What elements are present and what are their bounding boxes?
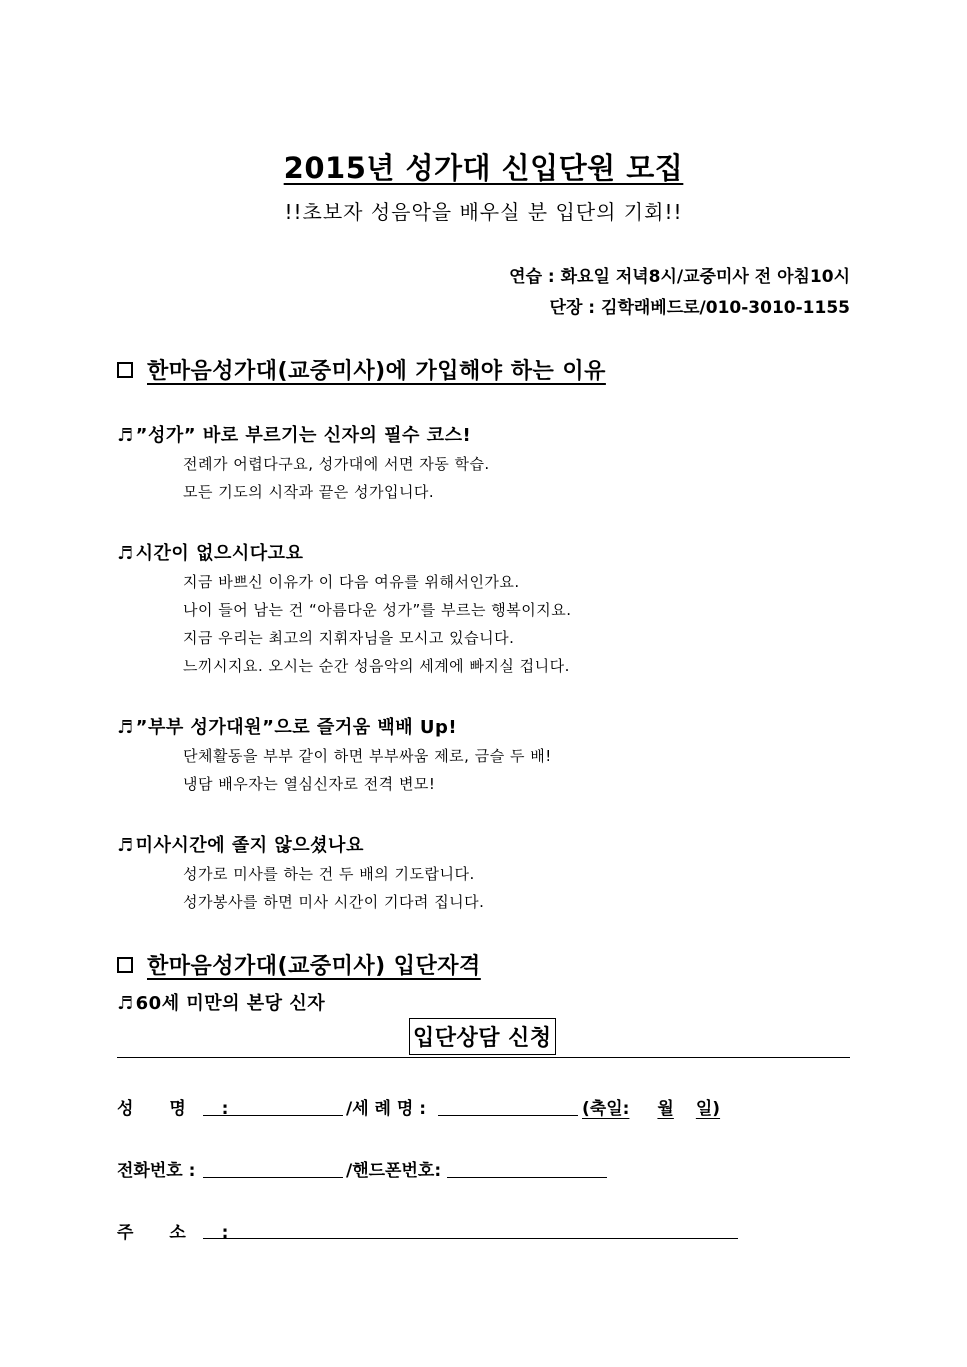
reason-line: 전례가 어렵다구요, 성가대에 서면 자동 학습. <box>183 455 490 473</box>
name-field[interactable] <box>203 1115 343 1116</box>
reason-line: 느끼시지요. 오시는 순간 성음악의 세계에 빠지실 겁니다. <box>183 657 570 675</box>
checkbox-square-icon <box>117 362 133 378</box>
address-label: 주 소 : <box>117 1223 229 1243</box>
address-field[interactable] <box>203 1238 738 1239</box>
section-heading-reasons <box>117 354 606 385</box>
feast-day-field[interactable]: 일) <box>695 1099 721 1119</box>
qualification-item <box>117 989 325 1015</box>
feast-month-field[interactable]: 월 <box>657 1099 674 1119</box>
music-note-icon: ♬ <box>117 543 134 564</box>
reason-line: 나이 들어 남는 건 “아름다운 성가”를 부르는 행복이지요. <box>183 601 572 619</box>
feast-day-label <box>582 1094 720 1119</box>
section-heading-label: 한마음성가대(교중미사) 입단자격 <box>147 954 481 979</box>
mobile-field[interactable] <box>447 1177 607 1178</box>
reason-heading-label: ”성가” 바로 부르기는 신자의 필수 코스! <box>135 425 472 446</box>
reason-heading-label: ”부부 성가대원”으로 즐거움 백배 Up! <box>135 717 458 738</box>
music-note-icon: ♬ <box>117 717 134 738</box>
reason-heading <box>117 831 364 857</box>
reason-line: 성가로 미사를 하는 건 두 배의 기도랍니다. <box>183 865 475 883</box>
music-note-icon: ♬ <box>117 993 134 1014</box>
name-label: 성 명 : <box>117 1099 229 1119</box>
section-heading-qualification <box>117 949 481 980</box>
reason-heading-label: 미사시간에 졸지 않으셨나요 <box>135 835 364 856</box>
practice-info: 연습 : 화요일 저녁8시/교중미사 전 아침10시 <box>509 267 850 287</box>
reason-line: 모든 기도의 시작과 끝은 성가입니다. <box>183 483 435 501</box>
phone-label: 전화번호 : <box>117 1161 196 1181</box>
feast-prefix: (축일: <box>582 1099 630 1119</box>
section-heading-label: 한마음성가대(교중미사)에 가입해야 하는 이유 <box>147 359 606 384</box>
page-subtitle: !!초보자 성음악을 배우실 분 입단의 기회!! <box>284 200 683 224</box>
reason-line: 지금 바쁘신 이유가 이 다음 여유를 위해서인가요. <box>183 573 520 591</box>
qualification-label: 60세 미만의 본당 신자 <box>135 993 326 1014</box>
reason-heading <box>117 539 303 565</box>
mobile-label: /핸드폰번호: <box>346 1161 442 1181</box>
leader-info: 단장 : 김학래베드로/010-3010-1155 <box>549 298 850 318</box>
phone-field[interactable] <box>203 1177 343 1178</box>
baptismal-name-field[interactable] <box>438 1115 578 1116</box>
reason-line: 냉담 배우자는 열심신자로 전격 변모! <box>183 775 436 793</box>
reason-heading <box>117 421 471 447</box>
baptismal-name-label: /세 례 명 : <box>346 1099 427 1119</box>
page-title: 2015년 성가대 신입단원 모집 <box>283 151 684 185</box>
reason-line: 지금 우리는 최고의 지휘자님을 모시고 있습니다. <box>183 629 515 647</box>
checkbox-square-icon <box>117 957 133 973</box>
reason-heading-label: 시간이 없으시다고요 <box>135 543 304 564</box>
form-divider <box>117 1057 850 1058</box>
reason-line: 성가봉사를 하면 미사 시간이 기다려 집니다. <box>183 893 485 911</box>
form-title-box: 입단상담 신청 <box>409 1018 556 1055</box>
music-note-icon: ♬ <box>117 835 134 856</box>
music-note-icon: ♬ <box>117 425 134 446</box>
reason-line: 단체활동을 부부 같이 하면 부부싸움 제로, 금슬 두 배! <box>183 747 552 765</box>
reason-heading <box>117 713 457 739</box>
